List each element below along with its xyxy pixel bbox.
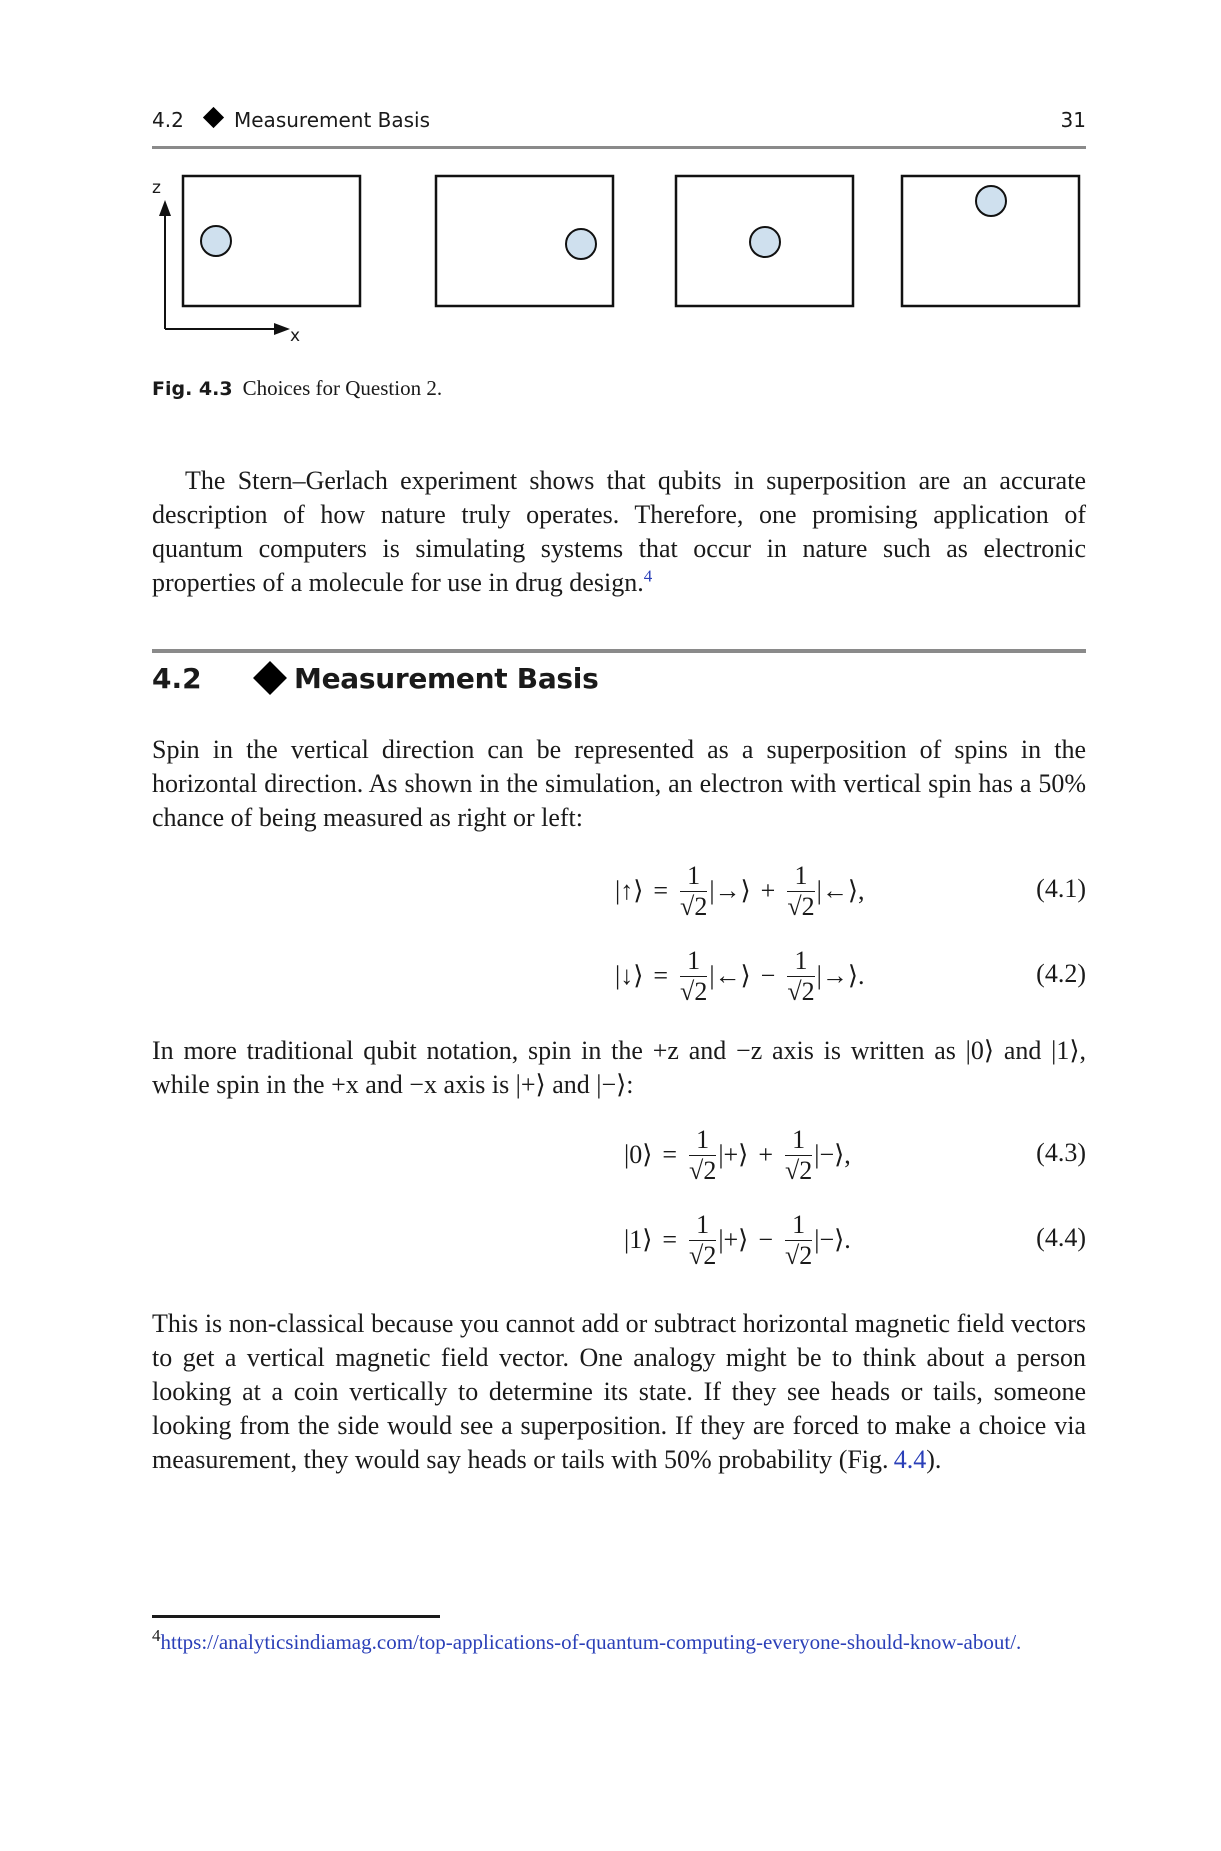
- fraction-denominator: √2: [785, 1240, 813, 1270]
- ket-2: |−⟩.: [814, 1225, 851, 1254]
- fraction-numerator: 1: [785, 1125, 812, 1156]
- equation-number: (4.2): [1036, 959, 1086, 988]
- x-axis-label: x: [290, 326, 301, 346]
- paragraph-4-text: This is non-classical because you cannot add or subtract horizontal magnetic field vectors to get a vertical magnetic field vector. One analogy might be to think about a person looking at a coin vertically to determine its state. If they see heads or tails, someone looking from the side would see a superposition. If they are forced to make a choice via measurement, they would say heads or tails with 50% probability (Fig.: [152, 1309, 1086, 1474]
- ket-1: |←⟩: [709, 961, 751, 990]
- operator: +: [758, 1140, 773, 1169]
- fraction: [689, 1210, 716, 1271]
- section-divider: [152, 649, 1086, 653]
- section-number: 4.2: [152, 662, 202, 695]
- figure-4-3: [0, 0, 1221, 360]
- axes: [159, 200, 290, 335]
- fraction: [680, 861, 707, 922]
- fraction: [689, 1125, 716, 1186]
- figure-drawing: [0, 0, 1221, 360]
- equals-sign: =: [662, 1225, 678, 1254]
- running-header-title: Measurement Basis: [234, 108, 431, 132]
- fraction-numerator: 1: [785, 1210, 812, 1241]
- page-number: 31: [1060, 108, 1086, 132]
- electron-dot-1: [201, 226, 231, 256]
- electron-dot-2: [566, 229, 596, 259]
- footnote-ref-4[interactable]: 4: [643, 566, 653, 586]
- fraction: [680, 946, 707, 1007]
- paragraph-stern-gerlach: [152, 464, 1086, 600]
- paragraph-vertical-spin: Spin in the vertical direction can be represented as a superposition of spins in the horizontal direction. As shown in the simulation, an electron with vertical spin has a 50% chance of being measured as right or left:: [152, 735, 1086, 832]
- fraction: [785, 1210, 812, 1271]
- footnote-mark: 4: [152, 1626, 161, 1645]
- z-axis-arrow-icon: [159, 200, 171, 216]
- fraction-numerator: 1: [689, 1210, 716, 1241]
- equation-4-1: [152, 854, 1086, 928]
- electron-dot-4: [976, 186, 1006, 216]
- equals-sign: =: [653, 876, 669, 905]
- figure-caption-label: Fig. 4.3: [152, 378, 233, 400]
- x-axis-arrow-icon: [274, 323, 290, 335]
- radicand: 2: [694, 891, 708, 921]
- fraction-denominator: √2: [689, 1240, 717, 1270]
- equation-number: (4.3): [1036, 1138, 1086, 1167]
- figure-4-4-link[interactable]: 4.4: [893, 1445, 927, 1474]
- fraction-numerator: 1: [787, 861, 814, 892]
- equation-4-2: [152, 939, 1086, 1013]
- footnote: [152, 1628, 1086, 1657]
- operator: −: [760, 961, 776, 990]
- fraction-denominator: √2: [787, 891, 815, 921]
- radicand: 2: [799, 1240, 813, 1270]
- paragraph-1-text: The Stern–Gerlach experiment shows that qubits in superposition are an accurate description of how nature truly operates. Therefore, one promising application of quantum computers is simulating systems that occur in nature such as electronic properties of a molecule for use in drug design.: [152, 466, 1086, 597]
- equation-4-3: [152, 1118, 1086, 1192]
- radicand: 2: [703, 1240, 717, 1270]
- equation-lhs: |↑⟩: [615, 876, 644, 905]
- equation-lhs: |1⟩: [624, 1225, 653, 1254]
- ket-1: |+⟩: [718, 1140, 749, 1169]
- operator: −: [758, 1225, 773, 1254]
- running-header-section-number: 4.2: [152, 108, 184, 132]
- equation-lhs: |0⟩: [624, 1140, 653, 1169]
- fraction: [787, 946, 814, 1007]
- paragraph-qubit-notation: In more traditional qubit notation, spin in the +z and −z axis is written as |0⟩ and |1⟩, while spin in the +x and −x axis is |+⟩ and |−⟩:: [152, 1036, 1086, 1099]
- radicand: 2: [694, 976, 708, 1006]
- footnote-divider: [152, 1615, 440, 1618]
- fraction: [787, 861, 814, 922]
- ket-2: |←⟩,: [816, 876, 865, 905]
- paragraph-non-classical: [152, 1307, 1086, 1477]
- fraction-denominator: √2: [680, 976, 708, 1006]
- figure-caption: [152, 376, 442, 401]
- equals-sign: =: [653, 961, 669, 990]
- radicand: 2: [703, 1155, 717, 1185]
- equation-4-4: [152, 1203, 1086, 1277]
- figure-caption-text: Choices for Question 2.: [242, 376, 443, 400]
- footnote-url-link[interactable]: https://analyticsindiamag.com/top-applications-of-quantum-computing-everyone-should-know-about/.: [160, 1630, 1022, 1654]
- fraction-denominator: √2: [689, 1155, 717, 1185]
- fraction: [785, 1125, 812, 1186]
- equals-sign: =: [662, 1140, 678, 1169]
- equation-number: (4.1): [1036, 874, 1086, 903]
- fraction-numerator: 1: [680, 946, 707, 977]
- z-axis-label: z: [152, 178, 161, 198]
- section-title: Measurement Basis: [294, 662, 599, 695]
- paragraph-4-end: ).: [926, 1445, 942, 1474]
- fraction-denominator: √2: [785, 1155, 813, 1185]
- ket-1: |→⟩: [709, 876, 751, 905]
- ket-2: |−⟩,: [814, 1140, 851, 1169]
- fraction-numerator: 1: [787, 946, 814, 977]
- diamond-icon: [253, 661, 287, 695]
- operator: +: [760, 876, 776, 905]
- fraction-numerator: 1: [680, 861, 707, 892]
- equation-number: (4.4): [1036, 1223, 1086, 1252]
- fraction-denominator: √2: [787, 976, 815, 1006]
- radicand: 2: [799, 1155, 813, 1185]
- ket-1: |+⟩: [718, 1225, 749, 1254]
- electron-dot-3: [750, 227, 780, 257]
- fraction-denominator: √2: [680, 891, 708, 921]
- radicand: 2: [801, 891, 815, 921]
- equation-lhs: |↓⟩: [615, 961, 644, 990]
- ket-2: |→⟩.: [816, 961, 865, 990]
- radicand: 2: [801, 976, 815, 1006]
- fraction-numerator: 1: [689, 1125, 716, 1156]
